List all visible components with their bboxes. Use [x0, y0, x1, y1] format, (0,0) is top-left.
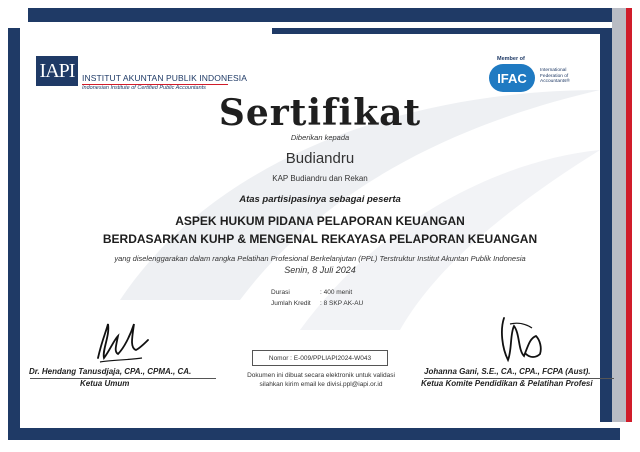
document-note-line1: Dokumen ini dibuat secara elektronik untuk validasi [247, 372, 395, 379]
recipient-name: Budiandru [285, 150, 355, 167]
course-title-line2: BERDASARKAN KUHP & MENGENAL REKAYASA PELAPORAN KEUANGAN [102, 232, 538, 246]
issuer-name: INSTITUT AKUNTAN PUBLIK INDONESIA [82, 73, 247, 83]
right-signatory-role: Ketua Komite Pendidikan & Pelatihan Profesi [421, 379, 593, 388]
ifac-logo: IFAC [489, 64, 535, 92]
left-signatory-name: Dr. Hendang Tanusdjaja, CPA., CPMA., CA. [29, 367, 192, 376]
duration-label: Durasi [271, 289, 290, 296]
participation-text: Atas partisipasinya sebagai peserta [239, 194, 401, 205]
document-note [226, 371, 416, 389]
ifac-full-name: International Federation of Accountants® [540, 68, 570, 84]
issuer-subtitle: Indonesian Institute of Certified Public Accountants [82, 85, 206, 91]
right-signatory-name: Johanna Gani, S.E., CA., CPA., FCPA (Aust). [424, 367, 591, 376]
event-context: yang diselenggarakan dalam rangka Pelatihan Profesional Berkelanjutan (PPL) Terstruktur Institut Akuntan Publik Indonesia [114, 254, 526, 263]
left-signatory-role: Ketua Umum [80, 379, 130, 388]
iapi-logo: IAPI [36, 56, 78, 86]
ifac-member-label: Member of [497, 56, 525, 62]
right-signature [490, 310, 550, 368]
duration-value: : 400 menit [320, 289, 353, 296]
document-number: Nomor : E-009/PPLIAPI2024-W043 [252, 350, 388, 366]
left-signature [92, 310, 152, 368]
document-note-line2: silahkan kirim email ke divisi.ppl@iapi.or.id [259, 381, 383, 388]
credit-value: : 8 SKP AK-AU [320, 300, 364, 307]
recipient-firm: KAP Budiandru dan Rekan [272, 174, 368, 183]
event-date: Senin, 8 Juli 2024 [284, 265, 356, 275]
certificate-title: Sertifikat [218, 92, 422, 134]
course-title-line1: ASPEK HUKUM PIDANA PELAPORAN KEUANGAN [175, 214, 465, 228]
credit-label: Jumlah Kredit [271, 300, 311, 307]
given-to-label: Diberikan kepada [290, 133, 350, 142]
